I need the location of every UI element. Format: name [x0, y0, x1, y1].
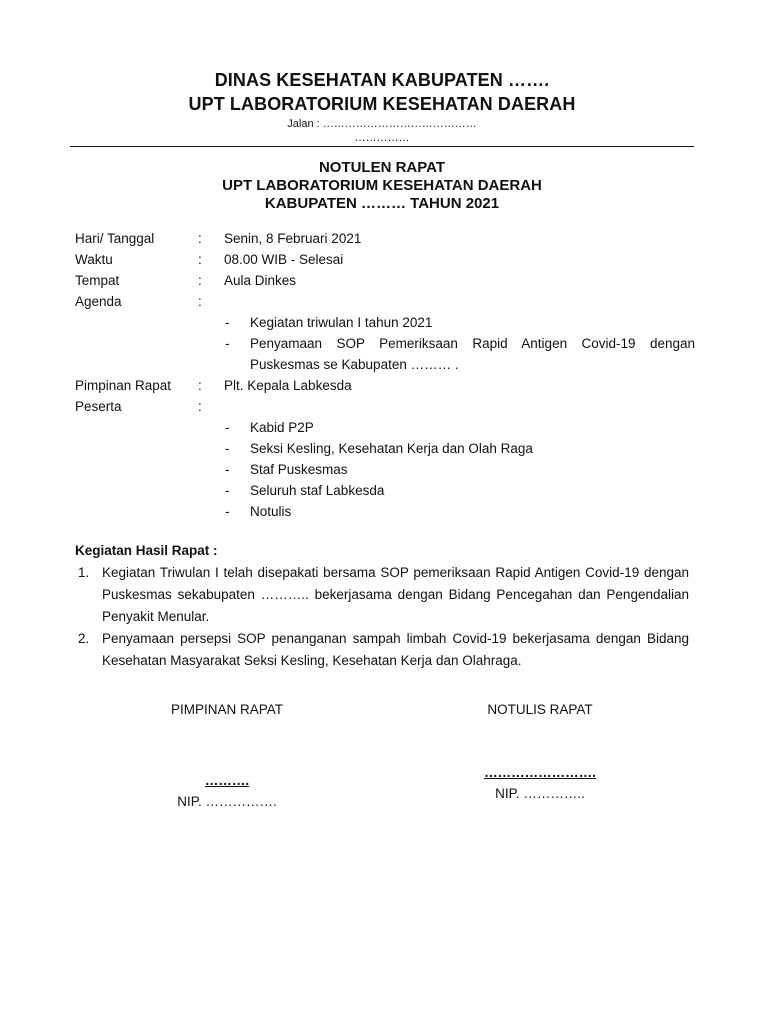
participant-text: Seluruh staf Labkesda	[250, 483, 385, 498]
letterhead-unit: UPT LABORATORIUM KESEHATAN DAERAH	[188, 94, 576, 114]
document-title	[70, 159, 694, 213]
list-item	[75, 480, 695, 501]
info-row-chair	[75, 375, 695, 396]
info-label: Agenda	[75, 294, 122, 309]
list-item	[75, 438, 695, 459]
list-item	[75, 417, 695, 438]
info-row-agenda	[75, 291, 695, 312]
info-colon: :	[198, 231, 202, 246]
info-row-place	[75, 270, 695, 291]
info-row-day-date	[75, 228, 695, 249]
result-number: 1.	[78, 565, 90, 580]
info-colon: :	[198, 399, 202, 414]
bullet-dash: -	[225, 441, 230, 456]
signature-name: ……….	[204, 773, 250, 788]
result-text: Kegiatan Triwulan I telah disepakati bersama SOP pemeriksaan Rapid Antigen Covid-19 dengan Puskesmas sekabupaten ……….. bekerjasama dengan Bidang Pencegahan dan Pengendalian Penyakit Menular.	[102, 565, 689, 624]
results-heading: Kegiatan Hasil Rapat :	[75, 543, 218, 558]
signature-title: PIMPINAN RAPAT	[170, 702, 283, 717]
signature-note-taker	[440, 700, 640, 803]
letterhead-address: Jalan : ……………………………………	[287, 118, 477, 130]
info-value: 08.00 WIB - Selesai	[224, 252, 344, 267]
signature-title: NOTULIS RAPAT	[487, 702, 593, 717]
signature-name: …………………….	[484, 765, 596, 780]
info-value: Senin, 8 Februari 2021	[224, 231, 362, 246]
info-label: Tempat	[75, 273, 120, 288]
bullet-dash: -	[225, 462, 230, 477]
bullet-dash: -	[225, 483, 230, 498]
agenda-item-text: Penyamaan SOP Pemeriksaan Rapid Antigen Covid-19 dengan Puskesmas se Kabupaten ……… .	[250, 336, 695, 372]
result-number: 2.	[78, 631, 90, 646]
signature-chair	[127, 700, 327, 811]
agenda-list	[75, 312, 695, 375]
title-line-3: KABUPATEN ……… TAHUN 2021	[264, 195, 500, 212]
title-line-1: NOTULEN RAPAT	[318, 159, 446, 176]
info-row-time	[75, 249, 695, 270]
list-item	[75, 312, 695, 333]
info-label: Pimpinan Rapat	[75, 378, 172, 393]
letterhead	[70, 68, 694, 145]
participant-text: Staf Puskesmas	[250, 462, 348, 477]
participant-text: Notulis	[250, 504, 292, 519]
bullet-dash: -	[225, 336, 230, 351]
info-label: Waktu	[75, 252, 113, 267]
info-colon: :	[198, 273, 202, 288]
info-value: Plt. Kepala Labkesda	[224, 378, 352, 393]
info-colon: :	[198, 378, 202, 393]
info-row-participants	[75, 396, 695, 417]
info-label: Hari/ Tanggal	[75, 231, 155, 246]
participant-text: Kabid P2P	[250, 420, 314, 435]
info-label: Peserta	[75, 399, 122, 414]
bullet-dash: -	[225, 420, 230, 435]
list-item	[75, 628, 689, 672]
info-value: Aula Dinkes	[224, 273, 297, 288]
list-item	[75, 459, 695, 480]
agenda-item-text: Kegiatan triwulan I tahun 2021	[250, 315, 433, 330]
bullet-dash: -	[225, 504, 230, 519]
list-item	[75, 501, 695, 522]
result-text: Penyamaan persepsi SOP penanganan sampah limbah Covid-19 bekerjasama dengan Bidang Kesehatan Masyarakat Seksi Kesling, Kesehatan Kerja dan Olahraga.	[102, 631, 689, 668]
info-colon: :	[198, 252, 202, 267]
meeting-results	[75, 540, 689, 672]
list-item	[75, 562, 689, 628]
meeting-info	[75, 228, 695, 522]
participant-text: Seksi Kesling, Kesehatan Kerja dan Olah Raga	[250, 441, 533, 456]
list-item	[75, 333, 695, 375]
letterhead-divider	[70, 146, 694, 147]
bullet-dash: -	[225, 315, 230, 330]
title-line-2: UPT LABORATORIUM KESEHATAN DAERAH	[222, 177, 542, 194]
signature-nip: NIP. …………..	[495, 786, 585, 801]
letterhead-address-continued: ……………	[354, 132, 410, 144]
signature-nip: NIP. …………….	[177, 794, 277, 809]
participants-list	[75, 417, 695, 522]
letterhead-agency: DINAS KESEHATAN KABUPATEN …….	[214, 70, 550, 90]
info-colon: :	[198, 294, 202, 309]
